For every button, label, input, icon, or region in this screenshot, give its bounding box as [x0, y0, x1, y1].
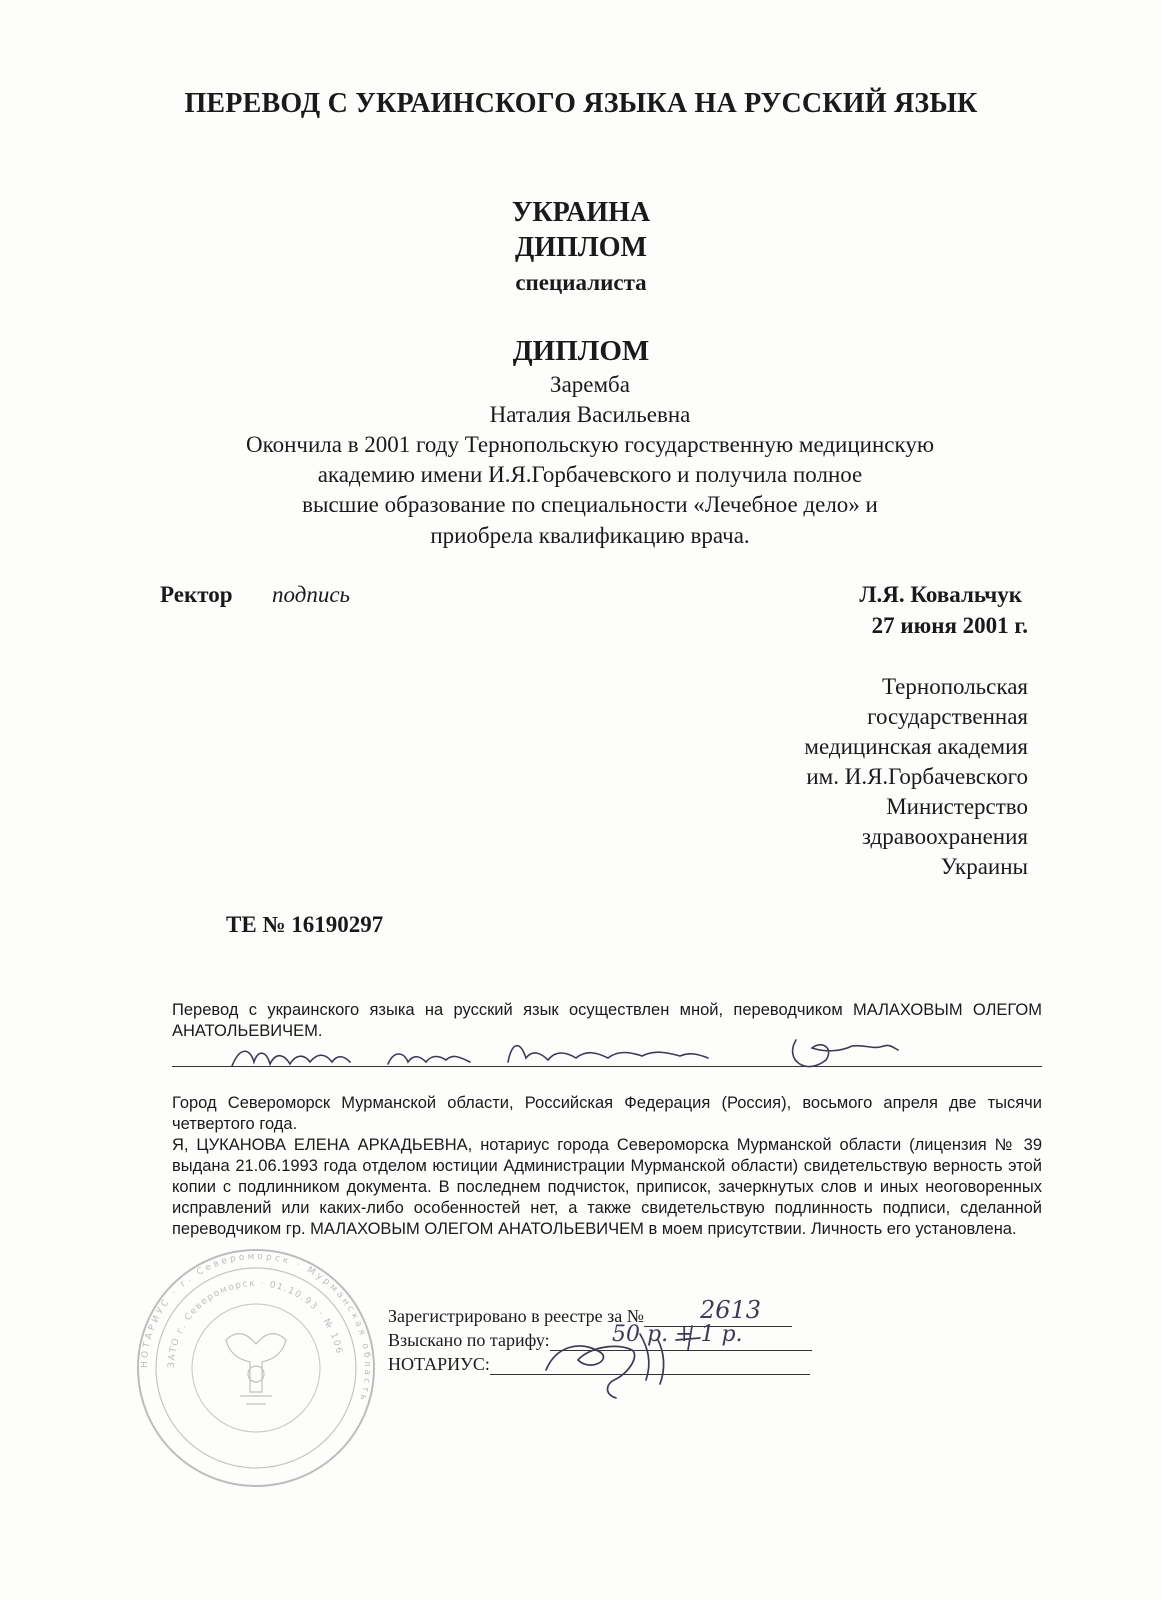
rector-name: Л.Я. Ковальчук [859, 582, 1022, 607]
stamp-inner-text: ЗАТО г. Североморск · 01.10.93 · № 106 [166, 1278, 344, 1369]
translator-signature [232, 1040, 898, 1067]
translation-heading: ПЕРЕВОД С УКРАИНСКОГО ЯЗЫКА НА РУССКИЙ ЯЗЫК [184, 88, 978, 119]
diploma-serial-number: ТЕ № 16190297 [226, 912, 384, 937]
graduate-name: Наталия Васильевна [489, 402, 691, 427]
diploma-date: 27 июня 2001 г. [871, 613, 1028, 638]
translator-signature-line [172, 1066, 1042, 1067]
document-type-title: ДИПЛОМ [515, 232, 647, 263]
document-subtitle: специалиста [515, 270, 647, 295]
institution-line: здравоохранения [861, 824, 1028, 849]
notary-statement-text: Я, ЦУКАНОВА ЕЛЕНА АРКАДЬЕВНА, нотариус города Североморска Мурманской области (лицензия № 39 выдана 21.06.1993 года отделом юстиции Администрации Мурманской области) свидетельствую верность этой копии с подлинником документа. В последнем подчисток, приписок, зачеркнутых слов и иных неоговоренных исправлений или каких-либо особенностей нет, а также свидетельствую подлинность подписи, сделанной переводчиком гр. МАЛАХОВЫМ ОЛЕГОМ АНАТОЛЬЕВИЧЕМ в моем присутствии. Личность его установлена. [172, 1136, 1042, 1238]
institution-line: медицинская академия [804, 734, 1028, 759]
signature-note: подпись [272, 582, 351, 607]
coat-of-arms-icon [226, 1334, 286, 1404]
tariff-handwritten: 50 р. + 1 р. [612, 1322, 743, 1347]
institution-line: государственная [867, 704, 1028, 729]
institution-block [628, 672, 1028, 882]
institution-line: им. И.Я.Горбачевского [806, 764, 1028, 789]
notary-label: НОТАРИУС: [388, 1354, 490, 1374]
diploma-text-line: приобрела квалификацию врача. [430, 523, 750, 548]
institution-line: Министерство [886, 794, 1028, 819]
diploma-text-line: академию имени И.Я.Горбачевского и получила полное [317, 462, 863, 487]
place-date-text: Город Североморск Мурманской области, Российская Федерация (Россия), восьмого апреля две тысячи четвертого года. [172, 1094, 1042, 1133]
country-title: УКРАИНА [511, 197, 651, 228]
diploma-text-line: высшие образование по специальности «Лечебное дело» и [302, 492, 878, 517]
document-type-title-repeat: ДИПЛОМ [512, 335, 650, 367]
rector-label: Ректор [160, 582, 233, 607]
diploma-text-line: Окончила в 2001 году Тернопольскую государственную медицинскую [245, 432, 935, 457]
translator-statement: Перевод с украинского языка на русский язык осуществлен мной, переводчиком МАЛАХОВЫМ ОЛЕГОМ АНАТОЛЬЕВИЧЕМ. [172, 1001, 1042, 1040]
notary-signature-line [490, 1356, 810, 1375]
notary-row [388, 1354, 810, 1375]
notary-seal-stamp [138, 1250, 374, 1486]
tariff-label: Взыскано по тарифу: [388, 1330, 550, 1350]
tariff-row [388, 1330, 812, 1351]
register-number-handwritten: 2613 [700, 1296, 762, 1324]
institution-line: Тернопольская [882, 674, 1028, 699]
register-label: Зарегистрировано в реестре за № [388, 1306, 644, 1326]
graduate-surname: Заремба [550, 372, 630, 397]
institution-line: Украины [940, 854, 1028, 879]
notary-certification [172, 1093, 1042, 1240]
stamp-ring-text: НОТАРИУС · г. Североморск · Мурманская область [139, 1251, 373, 1405]
